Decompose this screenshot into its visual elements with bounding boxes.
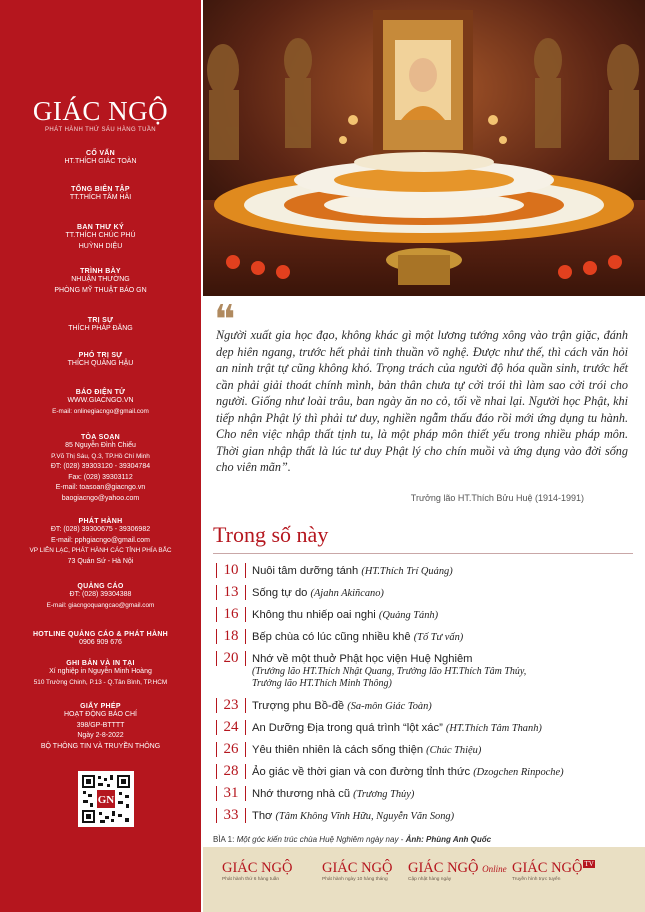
- quote-mark-icon: ❝: [214, 297, 236, 342]
- toc-divider: [213, 553, 633, 554]
- footer-brand-monthly[interactable]: GIÁC NGỘ: [322, 860, 393, 876]
- cover-note-text: Một góc kiến trúc chùa Huệ Nghiêm ngày nay -: [236, 835, 406, 844]
- staff-heading: GIẤY PHÉP: [80, 703, 121, 710]
- staff-line: E-mail: giacngoquangcao@gmail.com: [46, 601, 155, 609]
- staff-heading: BAN THƯ KÝ: [77, 224, 124, 231]
- staff-heading: TRÌNH BÀY: [80, 268, 121, 275]
- staff-section: [0, 703, 201, 752]
- toc-page-number: 10: [216, 563, 246, 578]
- toc-item[interactable]: [216, 651, 626, 690]
- staff-line: E-mail: onlinegiacngo@gmail.com: [52, 407, 149, 415]
- quote-text: Người xuất gia học đạo, không khác gì một lương tướng xông vào trận giặc, đánh dẹp hiên ngang, trước hết phải tinh thuần võ nghệ. Được như thế, thì cách văn hỏi an ninh trật tự cũng không khó. Trọng trách của người độ hóa quần sinh, trước hết cần phải giải thoát chính mình, bản thân chưa tự cởi trói thì làm sao cởi trói cho người. Giống như loài trâu, ban ngày ăn no cỏ, tối về nhai lại. Người học Phật, khi tiếp nhận Phật lý thì phải tư duy, nghiền ngẫm thấu đáo rồi mới ứng dụng tu hành. Cho nên việc nhập thất tịnh tu, là một pháp môn thiết yếu trong nhiều pháp môn. Thời gian nhập thất là lúc tư duy Phật lý cho chín muồi và ứng dụng vào đời sống cho viên mãn”.: [216, 328, 628, 474]
- toc-item-author: (Ajahn Akiñcano): [310, 588, 384, 599]
- staff-section: [0, 352, 201, 370]
- toc-item[interactable]: [216, 764, 626, 779]
- toc-item-author: (Tố Tư vấn): [413, 632, 464, 643]
- toc-item[interactable]: [216, 698, 626, 713]
- staff-line: ĐT: (028) 39304388: [69, 591, 132, 598]
- staff-heading: GHI BẢN VÀ IN TẠI: [66, 660, 135, 667]
- masthead-sidebar: [0, 0, 201, 912]
- staff-line: baogiacngo@yahoo.com: [61, 494, 140, 502]
- cover-note-credit: Ảnh: Phùng Anh Quốc: [405, 835, 492, 844]
- staff-heading: TÒA SOẠN: [80, 434, 121, 441]
- staff-line: TT.THÍCH CHÚC PHÚ: [65, 232, 136, 239]
- footer-brand-tv-tag: TV: [584, 860, 594, 868]
- qr-code[interactable]: [78, 771, 134, 827]
- staff-line: 85 Nguyễn Đình Chiểu: [65, 442, 136, 449]
- toc-item-title: Sống tự do: [252, 587, 308, 599]
- staff-heading: PHÓ TRỊ SỰ: [78, 352, 123, 359]
- toc-item-author: (Chúc Thiệu): [426, 745, 482, 756]
- staff-line: 0906 909 676: [79, 639, 122, 646]
- toc-item-title: Yêu thiên nhiên là cách sống thiện: [252, 744, 424, 756]
- toc-item-authors-line: (Trưởng lão HT.Thích Nhật Quang, Trưởng lão HT.Thích Tâm Thủy,: [252, 666, 527, 677]
- qr-code-icon: [81, 774, 131, 824]
- footer-brand-tv-sub: Truyền hình trực tuyến: [512, 877, 561, 882]
- staff-heading: BÁO ĐIỆN TỬ: [75, 389, 126, 396]
- footer-brand-online-tag: Online: [482, 864, 507, 874]
- cover-photo: [203, 0, 645, 296]
- staff-line: 398/GP-BTTTT: [76, 721, 125, 729]
- toc-item-title: Trượng phu Bồ-đề: [252, 700, 345, 712]
- toc-item-title: Ảo giác về thời gian và con đường tỉnh thức: [252, 766, 471, 778]
- staff-section: [0, 186, 201, 204]
- staff-heading: TỔNG BIÊN TẬP: [71, 186, 130, 193]
- staff-line: E-mail: pphgiacngo@gmail.com: [51, 536, 150, 544]
- staff-heading: HOTLINE QUẢNG CÁO & PHÁT HÀNH: [32, 631, 169, 638]
- toc-item-title: Nuôi tâm dưỡng tánh: [252, 565, 359, 577]
- masthead-logo: GIÁC NGỘ: [32, 96, 169, 126]
- staff-line: 510 Trường Chinh, P.13 - Q.Tân Bình, TP.HCM: [33, 678, 168, 686]
- staff-line: HOẠT ĐỘNG BÁO CHÍ: [64, 711, 137, 718]
- footer-brands: [203, 847, 645, 912]
- toc-item[interactable]: [216, 742, 626, 757]
- toc-item-author: (Sa-môn Giác Toàn): [347, 701, 432, 712]
- staff-section: [0, 583, 201, 611]
- toc-item-title: Nhớ về một thuở Phật học viện Huệ Nghiêm: [252, 653, 473, 665]
- toc-item-title: Nhớ thương nhà cũ: [252, 788, 351, 800]
- toc-page-number: 24: [216, 720, 246, 735]
- cover-note-label: BÌA 1:: [213, 835, 235, 844]
- staff-line: P.Võ Thị Sáu, Q.3, TP.Hồ Chí Minh: [51, 452, 150, 460]
- staff-section: [0, 268, 201, 296]
- staff-line: Ngày 2-8-2022: [77, 732, 124, 739]
- staff-section: [0, 224, 201, 252]
- toc-item-title: Bếp chùa có lúc cũng nhiều khê: [252, 631, 411, 643]
- staff-line: Fax: (028) 39303112: [68, 473, 133, 481]
- staff-section: [0, 389, 201, 417]
- staff-line: TT.THÍCH TÂM HẢI: [69, 194, 132, 201]
- toc-item[interactable]: [216, 563, 626, 578]
- toc-item[interactable]: [216, 629, 626, 644]
- staff-section: [0, 150, 201, 168]
- footer-brand-online[interactable]: GIÁC NGỘ Online: [408, 860, 507, 876]
- staff-section: [0, 434, 201, 504]
- staff-line: 73 Quán Sứ - Hà Nội: [67, 557, 134, 565]
- staff-line: ĐT: (028) 39300675 - 39306982: [50, 526, 151, 533]
- staff-line: THÍCH QUẢNG HẬU: [67, 360, 134, 367]
- toc-page-number: 16: [216, 607, 246, 622]
- footer-brand-tv[interactable]: GIÁC NGỘ $^{TV}$: [512, 860, 594, 876]
- staff-section: [0, 317, 201, 335]
- staff-line: HUỲNH DIỆU: [78, 242, 123, 250]
- footer-brand-online-sub: Cập nhật hàng ngày: [408, 877, 452, 882]
- masthead-tagline: PHÁT HÀNH THỨ SÁU HÀNG TUẦN: [45, 127, 156, 133]
- toc-page-number: 18: [216, 629, 246, 644]
- staff-line: WWW.GIACNGO.VN: [67, 397, 134, 404]
- staff-line: ĐT: (028) 39303120 - 39304784: [50, 463, 151, 470]
- toc-item[interactable]: [216, 786, 626, 801]
- qr-label: GN: [97, 794, 115, 806]
- toc-item-title: Không thu nhiếp oai nghi: [252, 609, 376, 621]
- footer-brand-weekly[interactable]: GIÁC NGỘ: [222, 860, 293, 876]
- staff-heading: PHÁT HÀNH: [78, 518, 123, 525]
- staff-heading: TRỊ SỰ: [87, 317, 114, 324]
- toc-item-authors-line: Trưởng lão HT.Thích Minh Thông): [252, 678, 392, 689]
- staff-line: Xí nghiệp in Nguyễn Minh Hoàng: [49, 668, 152, 675]
- toc-item-author: (HT.Thích Tâm Thanh): [445, 723, 542, 734]
- toc-item-title: An Dưỡng Địa trong quá trình “lột xác”: [252, 722, 443, 734]
- toc-item-author: (Dzogchen Rinpoche): [473, 767, 564, 778]
- staff-line: HT.THÍCH GIÁC TOÀN: [64, 158, 137, 165]
- toc-item[interactable]: [216, 808, 626, 823]
- toc-item-author: (Tâm Không Vĩnh Hữu, Nguyễn Văn Song): [275, 811, 455, 822]
- staff-section: [0, 631, 201, 649]
- staff-line: NHUẬN THƯỜNG: [71, 276, 130, 283]
- quote-attribution: Trưởng lão HT.Thích Bửu Huệ (1914-1991): [410, 493, 584, 503]
- staff-line: BỘ THÔNG TIN VÀ TRUYỀN THÔNG: [40, 742, 161, 750]
- staff-line: THÍCH PHÁP ĐĂNG: [68, 325, 133, 332]
- altar-photo-image: [203, 0, 645, 296]
- toc-item[interactable]: [216, 585, 626, 600]
- footer-brand-monthly-sub: Phát hành ngày 10 hàng tháng: [322, 877, 388, 882]
- toc-item-author: (Trương Thủy): [353, 789, 415, 800]
- toc-item-author: (Quảng Tánh): [378, 610, 439, 621]
- footer-brand-weekly-sub: Phát hành thứ 6 hàng tuần: [222, 877, 280, 882]
- toc-item[interactable]: [216, 720, 626, 735]
- toc-page-number: 20: [216, 651, 246, 666]
- toc-item-title: Thơ: [252, 810, 273, 822]
- staff-section: [0, 518, 201, 567]
- toc-page-number: 23: [216, 698, 246, 713]
- staff-heading: QUẢNG CÁO: [77, 583, 124, 590]
- staff-line: PHÒNG MỸ THUẬT BÁO GN: [54, 286, 147, 294]
- staff-section: [0, 660, 201, 688]
- staff-heading: CỐ VẤN: [85, 150, 116, 157]
- toc-item-author: (HT.Thích Trí Quảng): [361, 566, 453, 577]
- toc-item[interactable]: [216, 607, 626, 622]
- toc-page-number: 13: [216, 585, 246, 600]
- toc-title: Trong số này: [213, 522, 329, 547]
- toc-page-number: 28: [216, 764, 246, 779]
- cover-note: [213, 835, 491, 844]
- staff-line: E-mail: toasoan@giacngo.vn: [55, 484, 146, 491]
- toc-page-number: 33: [216, 808, 246, 823]
- staff-line: VP LIÊN LẠC, PHÁT HÀNH CÁC TỈNH PHÍA BẮC: [29, 547, 172, 554]
- toc-page-number: 26: [216, 742, 246, 757]
- toc-page-number: 31: [216, 786, 246, 801]
